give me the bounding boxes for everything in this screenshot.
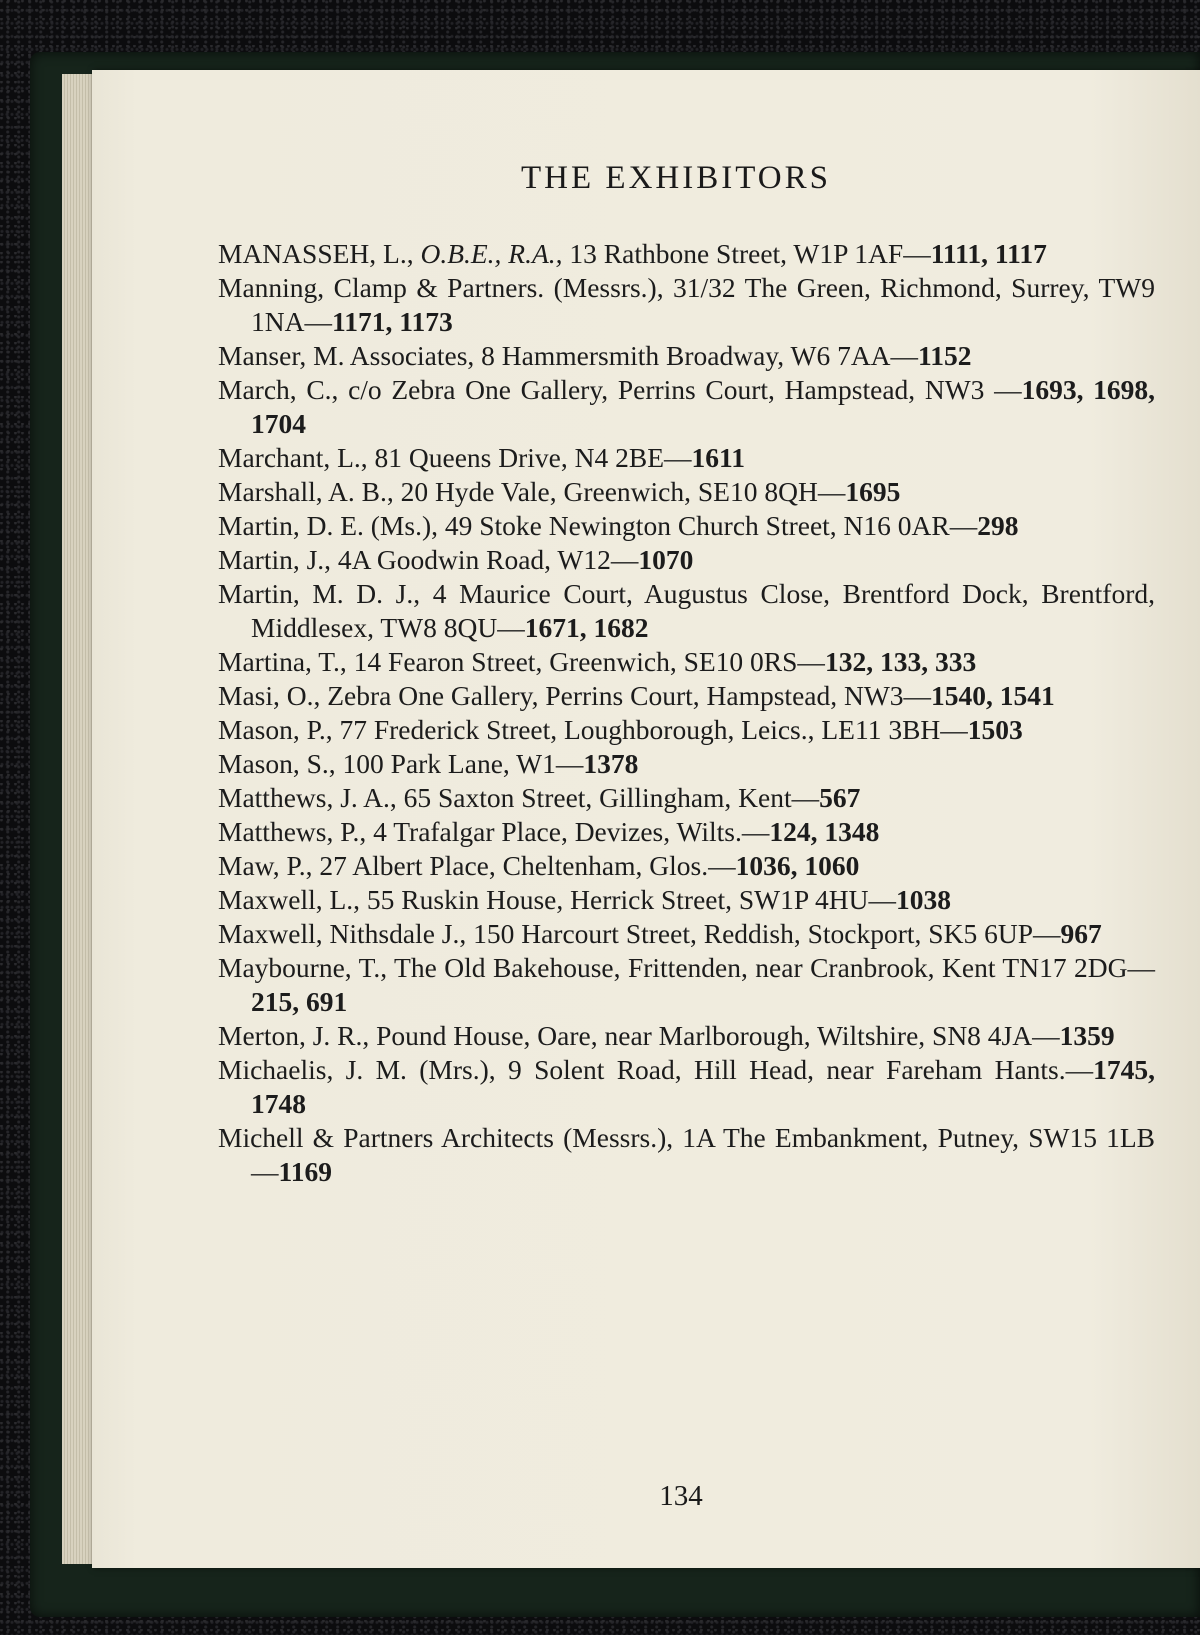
exhibitor-list (218, 237, 1155, 1189)
entry-catalogue-numbers: 1745, 1748 (251, 1054, 1155, 1119)
entry-catalogue-numbers: 1611 (691, 442, 745, 473)
entry-address: Martin, M. D. J., 4 Maurice Court, Augustus Close, Brentford Dock, Brentford, Middlesex, TW8 8QU— (218, 578, 1155, 643)
list-item (218, 509, 1155, 543)
list-item (218, 679, 1155, 713)
entry-name: MANASSEH, L., (218, 238, 421, 269)
list-item (218, 1121, 1155, 1189)
entry-address: Mason, P., 77 Frederick Street, Loughborough, Leics., LE11 3BH— (218, 714, 968, 745)
entry-catalogue-numbers: 215, 691 (251, 986, 348, 1017)
entry-catalogue-numbers: 298 (977, 510, 1019, 541)
entry-address: Michaelis, J. M. (Mrs.), 9 Solent Road, Hill Head, near Fareham Hants.— (218, 1054, 1094, 1085)
page-title: THE EXHIBITORS (521, 160, 831, 196)
list-item (218, 951, 1155, 1019)
entry-catalogue-numbers: 124, 1348 (769, 816, 880, 847)
entry-address: Maybourne, T., The Old Bakehouse, Frittenden, near Cranbrook, Kent TN17 2DG— (218, 952, 1155, 983)
entry-address: 13 Rathbone Street, W1P 1AF— (562, 238, 931, 269)
list-item (218, 1053, 1155, 1121)
entry-catalogue-numbers: 1070 (638, 544, 694, 575)
entry-address: Maxwell, Nithsdale J., 150 Harcourt Street, Reddish, Stockport, SK5 6UP— (218, 918, 1061, 949)
list-item (218, 373, 1155, 441)
page-number: 134 (659, 1480, 703, 1512)
entry-address: Marshall, A. B., 20 Hyde Vale, Greenwich, SE10 8QH— (218, 476, 846, 507)
entry-catalogue-numbers: 567 (819, 782, 861, 813)
entry-address: Martina, T., 14 Fearon Street, Greenwich, SE10 0RS— (218, 646, 825, 677)
entry-catalogue-numbers: 132, 133, 333 (824, 646, 977, 677)
list-item (218, 713, 1155, 747)
list-item (218, 815, 1155, 849)
entry-catalogue-numbers: 1378 (583, 748, 639, 779)
list-item (218, 441, 1155, 475)
entry-catalogue-numbers: 1171, 1173 (331, 306, 453, 337)
entry-catalogue-numbers: 1038 (896, 884, 951, 915)
list-item (218, 1019, 1155, 1053)
entry-catalogue-numbers: 1152 (918, 340, 972, 371)
entry-catalogue-numbers: 967 (1060, 918, 1102, 949)
entry-address: Mason, S., 100 Park Lane, W1— (218, 748, 584, 779)
entry-honours: O.B.E., R.A., (420, 238, 563, 269)
list-item (218, 475, 1155, 509)
list-item (218, 849, 1155, 883)
entry-catalogue-numbers: 1695 (845, 476, 901, 507)
list-item (218, 543, 1155, 577)
list-item (218, 577, 1155, 645)
entry-catalogue-numbers: 1503 (967, 714, 1023, 745)
list-item (218, 271, 1155, 339)
list-item (218, 747, 1155, 781)
entry-address: Manser, M. Associates, 8 Hammersmith Broadway, W6 7AA— (218, 340, 919, 371)
list-item (218, 883, 1155, 917)
list-item (218, 237, 1155, 271)
list-item (218, 917, 1155, 951)
entry-address: March, C., c/o Zebra One Gallery, Perrins Court, Hampstead, NW3 — (218, 374, 1022, 405)
entry-address: Michell & Partners Architects (Messrs.), 1A The Embankment, Putney, SW15 1LB— (218, 1122, 1155, 1187)
entry-catalogue-numbers: 1693, 1698, 1704 (251, 374, 1156, 439)
entry-address: Manning, Clamp & Partners. (Messrs.), 31/32 The Green, Richmond, Surrey, TW9 1NA— (218, 272, 1155, 337)
entry-address: Maxwell, L., 55 Ruskin House, Herrick Street, SW1P 4HU— (218, 884, 896, 915)
list-item (218, 645, 1155, 679)
entry-catalogue-numbers: 1036, 1060 (735, 850, 860, 881)
entry-address: Martin, J., 4A Goodwin Road, W12— (218, 544, 639, 575)
entry-catalogue-numbers: 1169 (278, 1156, 332, 1187)
entry-catalogue-numbers: 1111, 1117 (930, 238, 1047, 269)
entry-catalogue-numbers: 1671, 1682 (524, 612, 649, 643)
entry-address: Matthews, P., 4 Trafalgar Place, Devizes, Wilts.— (218, 816, 770, 847)
entry-catalogue-numbers: 1540, 1541 (931, 680, 1055, 711)
list-item (218, 339, 1155, 373)
list-item (218, 781, 1155, 815)
entry-address: Marchant, L., 81 Queens Drive, N4 2BE— (218, 442, 692, 473)
entry-address: Matthews, J. A., 65 Saxton Street, Gillingham, Kent— (218, 782, 820, 813)
entry-address: Maw, P., 27 Albert Place, Cheltenham, Glos.— (218, 850, 736, 881)
entry-address: Martin, D. E. (Ms.), 49 Stoke Newington Church Street, N16 0AR— (218, 510, 978, 541)
entry-catalogue-numbers: 1359 (1059, 1020, 1115, 1051)
entry-address: Merton, J. R., Pound House, Oare, near Marlborough, Wiltshire, SN8 4JA— (218, 1020, 1060, 1051)
entry-address: Masi, O., Zebra One Gallery, Perrins Court, Hampstead, NW3— (218, 680, 932, 711)
